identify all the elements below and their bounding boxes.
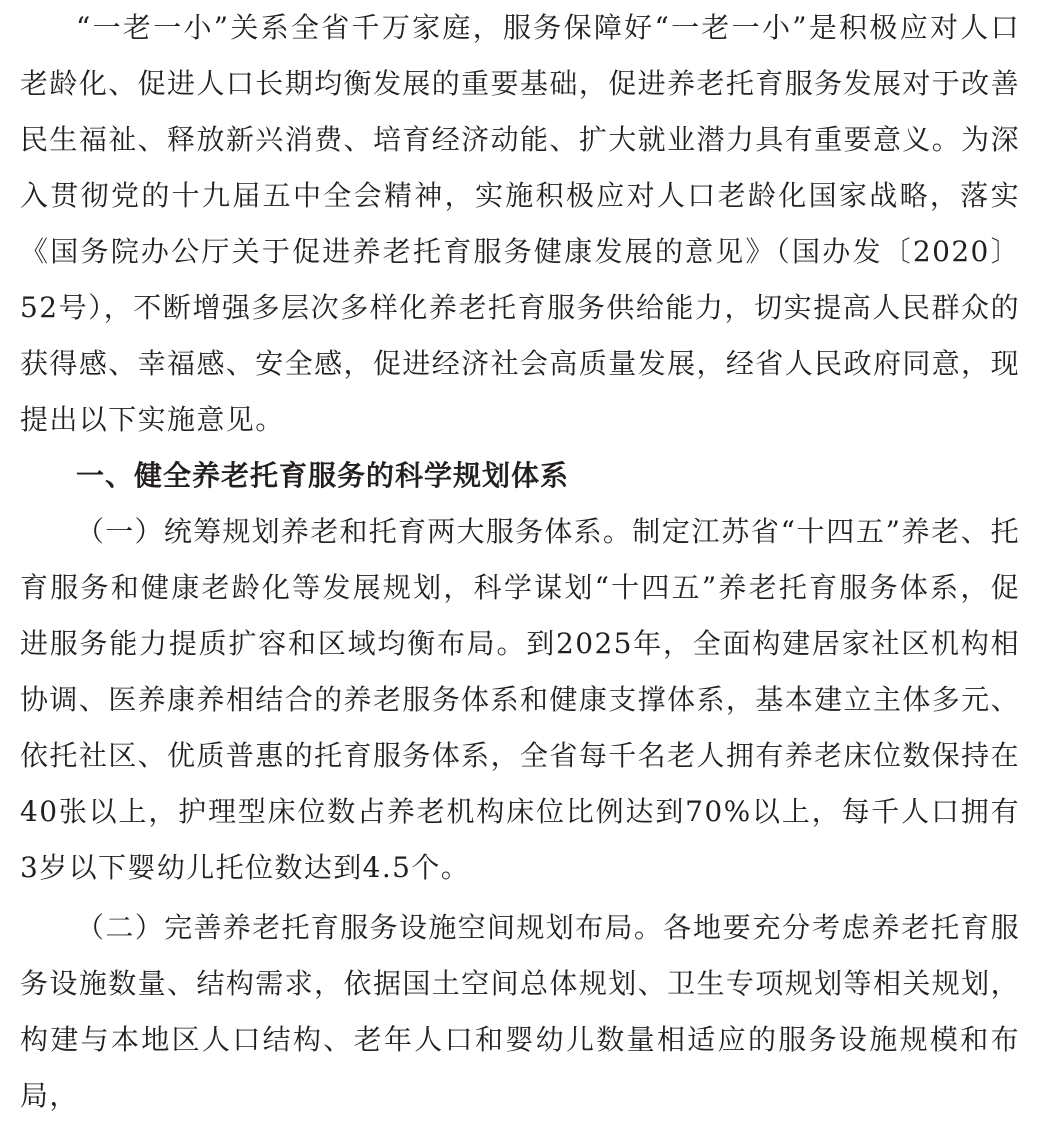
item-2-heading: （二）完善养老托育服务设施空间规划布局。 [76,911,664,944]
item-2-paragraph [20,900,1020,1124]
item-1-paragraph [20,504,1020,896]
item-1-heading: （一）统筹规划养老和托育两大服务体系。 [76,515,633,548]
item-2-body: 各地要充分考虑养老托育服务设施数量、结构需求，依据国土空间总体规划、卫生专项规划等相关规划，构建与本地区人口结构、老年人口和婴幼儿数量相适应的服务设施规模和布局， [20,911,1020,1112]
document-page [20,0,1020,1124]
intro-paragraph: “一老一小”关系全省千万家庭，服务保障好“一老一小”是积极应对人口老龄化、促进人口长期均衡发展的重要基础，促进养老托育服务发展对于改善民生福祉、释放新兴消费、培育经济动能、扩大就业潜力具有重要意义。为深入贯彻党的十九届五中全会精神，实施积极应对人口老龄化国家战略，落实《国务院办公厅关于促进养老托育服务健康发展的意见》（国办发〔2020〕52号），不断增强多层次多样化养老托育服务供给能力，切实提高人民群众的获得感、幸福感、安全感，促进经济社会高质量发展，经省人民政府同意，现提出以下实施意见。 [20,11,1020,436]
section-heading: 一、健全养老托育服务的科学规划体系 [76,459,570,492]
item-1-body: 制定江苏省“十四五”养老、托育服务和健康老龄化等发展规划，科学谋划“十四五”养老托育服务体系，促进服务能力提质扩容和区域均衡布局。到2025年，全面构建居家社区机构相协调、医养康养相结合的养老服务体系和健康支撑体系，基本建立主体多元、依托社区、优质普惠的托育服务体系，全省每千名老人拥有养老床位数保持在40张以上，护理型床位数占养老机构床位比例达到70%以上，每千人口拥有3岁以下婴幼儿托位数达到4.5个。 [20,515,1020,884]
